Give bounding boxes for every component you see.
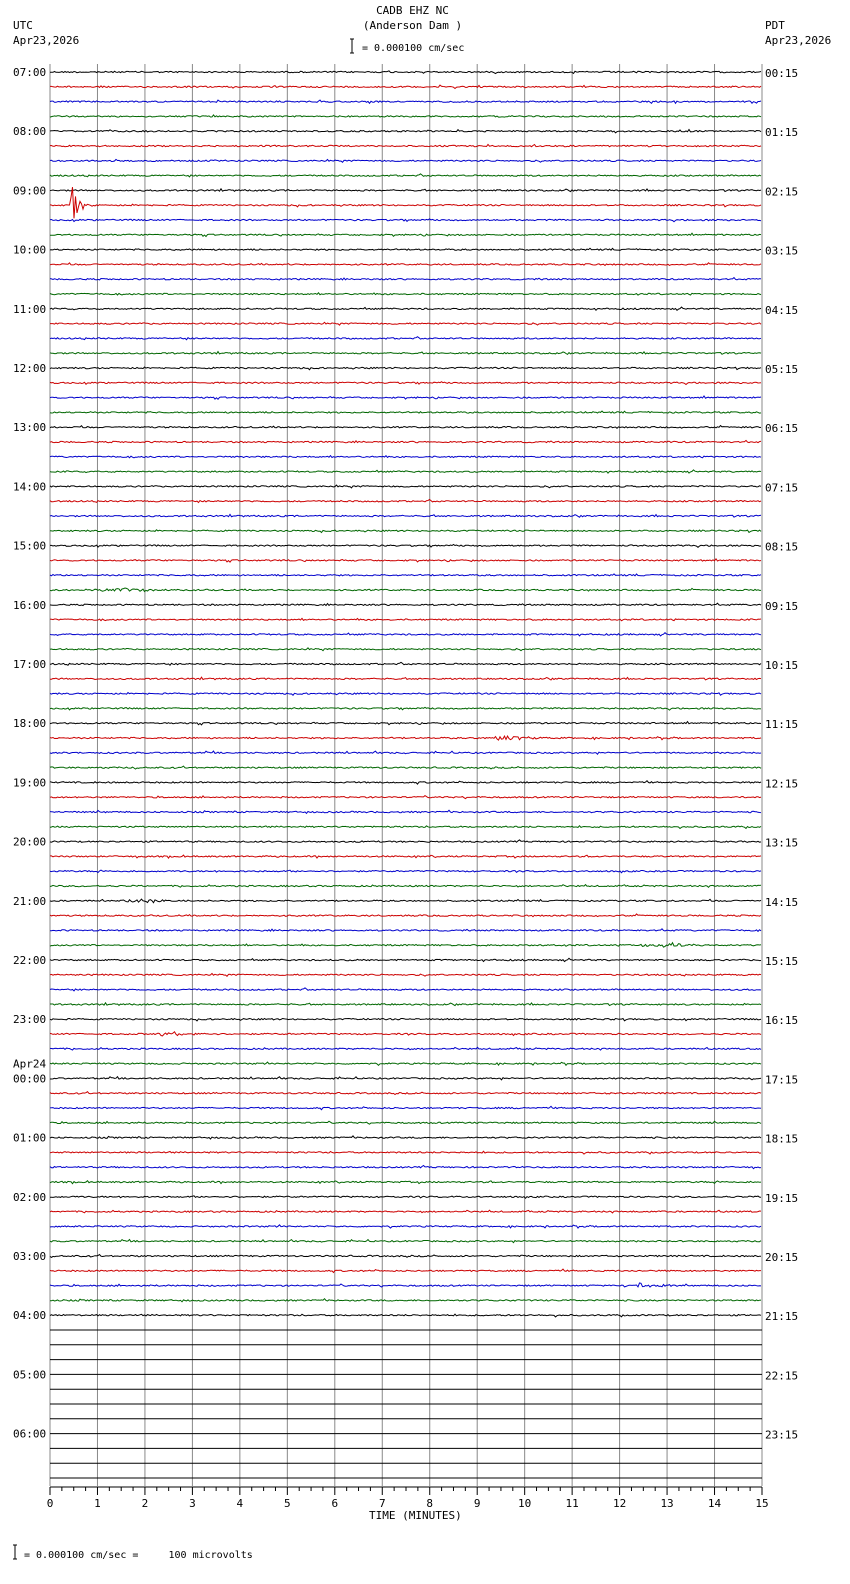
trace-line — [50, 1314, 761, 1317]
trace-line — [50, 1151, 761, 1154]
x-tick-label: 9 — [473, 1497, 481, 1510]
grid-layer — [50, 64, 762, 1486]
trace-line — [50, 648, 761, 651]
pdt-hour-label: 18:15 — [765, 1132, 799, 1146]
utc-hour-label: 08:00 — [13, 125, 47, 139]
trace-line — [50, 100, 761, 103]
pdt-hour-label: 01:15 — [765, 126, 799, 140]
trace-line — [50, 885, 761, 888]
trace-line — [50, 233, 761, 236]
utc-hour-label: 22:00 — [13, 954, 47, 967]
right-date-label: Apr23,2026 — [765, 34, 832, 47]
pdt-hour-label: 11:15 — [765, 718, 799, 732]
x-tick-label: 5 — [284, 1497, 291, 1510]
footer-scale-legend: = 0.000100 cm/sec = 100 microvolts — [24, 1550, 253, 1561]
trace-line — [50, 174, 761, 177]
pdt-hour-label: 02:15 — [765, 185, 799, 199]
station-title: CADB EHZ NC — [376, 4, 449, 17]
trace-line — [50, 115, 761, 117]
trace-line — [50, 130, 761, 133]
trace-line — [50, 1019, 761, 1021]
x-tick-label: 12 — [612, 1497, 627, 1510]
trace-line — [50, 1196, 761, 1199]
trace-line — [50, 293, 761, 295]
utc-hour-label: 09:00 — [13, 184, 47, 198]
trace-line — [50, 707, 761, 710]
trace-line — [50, 840, 761, 843]
trace-line — [50, 588, 761, 592]
utc-hour-label: 15:00 — [13, 539, 47, 553]
trace-line — [50, 456, 761, 458]
trace-line — [50, 1210, 761, 1213]
trace-line — [50, 559, 761, 562]
pdt-hour-label: 22:15 — [765, 1369, 799, 1383]
trace-line — [50, 1106, 761, 1109]
x-tick-label: 1 — [94, 1497, 101, 1510]
trace-line — [50, 1225, 761, 1228]
trace-line — [50, 766, 761, 769]
trace-line — [50, 974, 761, 977]
utc-hour-label: 12:00 — [13, 362, 47, 375]
pdt-hour-label: 07:15 — [765, 481, 799, 495]
pdt-hour-label: 05:15 — [765, 363, 799, 376]
trace-line — [50, 899, 761, 903]
utc-hour-label: 04:00 — [13, 1309, 47, 1323]
pdt-hour-label: 15:15 — [765, 955, 799, 968]
x-tick-label: 13 — [660, 1497, 674, 1510]
trace-line — [50, 367, 761, 370]
trace-line — [50, 1121, 761, 1124]
trace-line — [50, 751, 761, 754]
pdt-hour-label: 10:15 — [765, 659, 799, 672]
trace-line — [50, 382, 761, 385]
x-tick-label: 4 — [236, 1497, 244, 1510]
x-tick-label: 8 — [426, 1497, 434, 1510]
pdt-hour-label: 23:15 — [765, 1428, 799, 1442]
trace-line — [50, 144, 761, 146]
scale-legend: = 0.000100 cm/sec — [362, 43, 465, 54]
trace-line — [50, 1003, 761, 1006]
trace-line — [50, 693, 761, 696]
utc-hour-label: 16:00 — [13, 598, 47, 612]
trace-line — [50, 411, 761, 413]
trace-line — [50, 1092, 761, 1095]
trace-line — [50, 722, 761, 725]
utc-hour-label: 11:00 — [13, 302, 47, 316]
trace-line — [50, 278, 761, 280]
trace-line — [50, 574, 761, 576]
trace-line — [50, 307, 761, 310]
trace-line — [50, 248, 761, 250]
x-tick-label: 2 — [141, 1497, 149, 1510]
trace-line — [50, 736, 761, 740]
utc-hour-label: 02:00 — [13, 1190, 47, 1204]
trace-line — [50, 1283, 761, 1287]
trace-line — [50, 988, 761, 991]
trace-layer — [50, 71, 762, 1478]
pdt-hour-label: 09:15 — [765, 599, 799, 613]
trace-line — [50, 1032, 761, 1036]
x-tick-label: 11 — [565, 1497, 579, 1510]
trace-line — [50, 187, 761, 218]
trace-line — [50, 514, 761, 517]
trace-line — [50, 1269, 761, 1272]
utc-hour-label: 13:00 — [13, 421, 47, 435]
pdt-hour-label: 20:15 — [765, 1251, 799, 1264]
trace-line — [50, 159, 761, 162]
left-timezone-label: UTC — [13, 19, 33, 32]
pdt-hour-label: 03:15 — [765, 244, 799, 258]
pdt-hour-label: 08:15 — [765, 540, 799, 554]
x-tick-label: 7 — [378, 1497, 386, 1510]
trace-line — [50, 603, 761, 605]
left-date-label: Apr23,2026 — [13, 34, 80, 47]
trace-line — [50, 485, 761, 488]
trace-line — [50, 1240, 761, 1243]
trace-line — [50, 1255, 761, 1258]
trace-line — [50, 396, 761, 399]
trace-line — [50, 426, 761, 429]
x-axis-label: TIME (MINUTES) — [369, 1509, 462, 1522]
time-axis — [47, 1487, 769, 1510]
trace-line — [50, 677, 761, 680]
trace-line — [50, 189, 761, 192]
utc-hour-label: 14:00 — [13, 480, 47, 494]
utc-hour-label: 03:00 — [13, 1250, 47, 1263]
pdt-hour-label: 13:15 — [765, 836, 799, 850]
scale-bars — [13, 39, 354, 1559]
trace-line — [50, 943, 761, 947]
pdt-hour-label: 16:15 — [765, 1014, 799, 1028]
trace-line — [50, 1047, 761, 1050]
utc-hour-label: 19:00 — [13, 776, 47, 790]
pdt-hour-label: 14:15 — [765, 895, 799, 909]
trace-line — [50, 810, 761, 813]
utc-hour-label: 17:00 — [13, 658, 47, 671]
utc-hour-label: 21:00 — [13, 894, 47, 908]
utc-hour-label: 07:00 — [13, 66, 47, 79]
pdt-hour-label: 12:15 — [765, 777, 799, 791]
pdt-hour-label: 06:15 — [765, 422, 799, 436]
trace-line — [50, 322, 761, 325]
trace-line — [50, 1181, 761, 1184]
trace-line — [50, 1166, 761, 1169]
trace-line — [50, 826, 761, 829]
trace-line — [50, 500, 761, 503]
date-change-label: Apr24 — [13, 1057, 47, 1071]
right-timezone-label: PDT — [765, 19, 785, 32]
x-tick-label: 15 — [755, 1497, 769, 1510]
x-tick-label: 14 — [707, 1497, 722, 1510]
x-tick-label: 3 — [189, 1497, 196, 1510]
trace-line — [50, 470, 761, 473]
trace-line — [50, 870, 761, 873]
trace-line — [50, 662, 761, 665]
utc-hour-label: 10:00 — [13, 243, 47, 257]
trace-line — [50, 337, 761, 340]
pdt-hour-label: 17:15 — [765, 1073, 799, 1087]
utc-hour-label: 05:00 — [13, 1368, 47, 1382]
trace-line — [50, 1299, 761, 1302]
x-tick-label: 10 — [518, 1497, 532, 1510]
trace-line — [50, 352, 761, 355]
trace-line — [50, 618, 761, 620]
trace-line — [50, 263, 761, 266]
trace-line — [50, 958, 761, 961]
trace-line — [50, 1077, 761, 1080]
pdt-hour-label: 04:15 — [765, 303, 799, 317]
pdt-hour-label: 19:15 — [765, 1191, 799, 1205]
trace-line — [50, 71, 761, 74]
utc-hour-label: 00:00 — [13, 1072, 47, 1086]
trace-line — [50, 85, 761, 88]
utc-hour-label: 18:00 — [13, 717, 47, 731]
x-tick-label: 0 — [46, 1497, 54, 1510]
x-tick-label: 6 — [331, 1497, 339, 1510]
utc-hour-label: 01:00 — [13, 1131, 47, 1145]
pdt-hour-label: 00:15 — [765, 67, 799, 80]
utc-hour-label: 20:00 — [13, 835, 47, 849]
pdt-hour-label: 21:15 — [765, 1310, 799, 1324]
utc-hour-label: 06:00 — [13, 1427, 47, 1441]
trace-line — [50, 440, 761, 442]
trace-line — [50, 633, 761, 636]
utc-hour-label: 23:00 — [13, 1013, 47, 1027]
trace-line — [50, 929, 761, 932]
location-subtitle: (Anderson Dam ) — [362, 19, 463, 32]
trace-line — [50, 545, 761, 548]
trace-line — [50, 914, 761, 917]
trace-line — [50, 781, 761, 784]
trace-line — [50, 855, 761, 858]
trace-line — [50, 219, 761, 222]
trace-line — [50, 1136, 761, 1139]
trace-line — [50, 796, 761, 799]
trace-line — [50, 1062, 761, 1065]
trace-line — [50, 530, 761, 533]
